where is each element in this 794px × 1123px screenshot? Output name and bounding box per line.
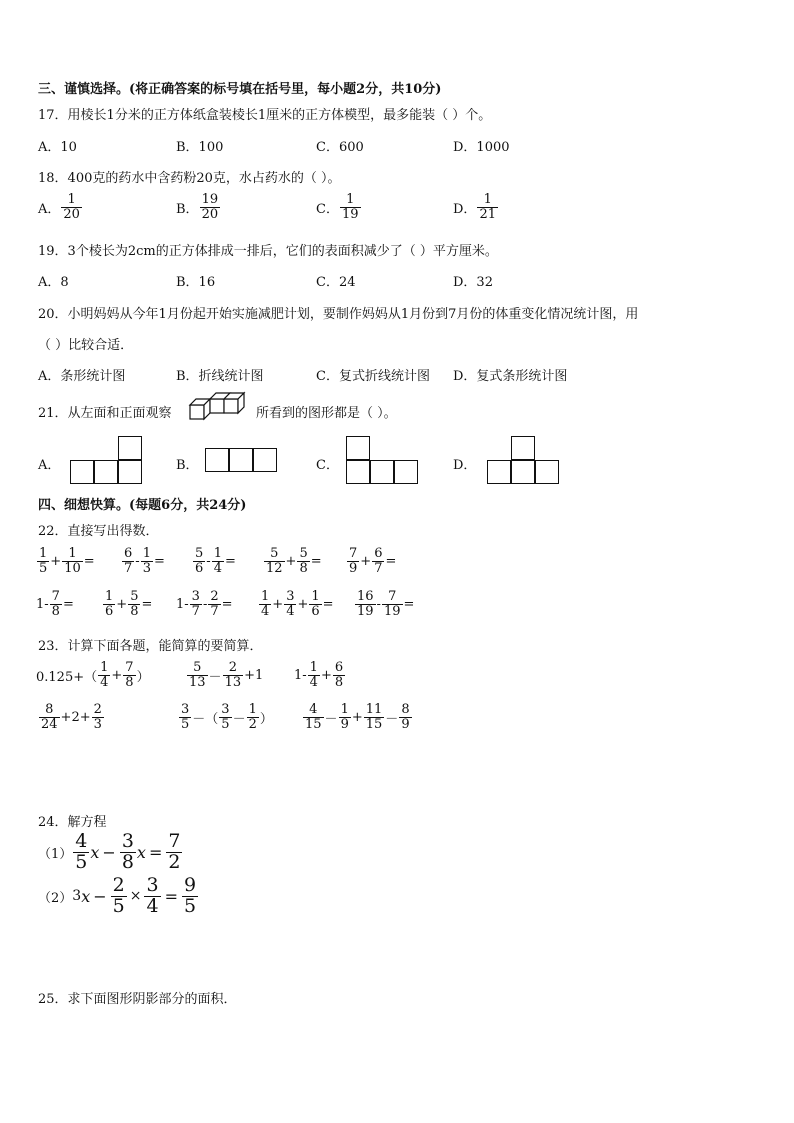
q21-stem-pre: 21．从左面和正面观察 — [38, 406, 172, 421]
square-cell — [535, 460, 559, 484]
q21-option-a-label: A． — [38, 458, 61, 473]
q19-option-d: D．32 — [453, 275, 493, 290]
q17-option-a: A．10 — [38, 140, 77, 155]
square-cell — [346, 436, 370, 460]
q23-r1-e3: 1- 1 4 + $\frac{6}{8}$ — [294, 660, 344, 690]
q21-stem-post: 所看到的图形都是（ ）。 — [256, 406, 397, 421]
section4-title: 四、细想快算。(每题6分，共24分) — [38, 498, 247, 513]
q22-r1-e2: 6 7 - $\frac{1}{3}$ = — [124, 546, 165, 576]
q22-r2-e1: 1- $\frac{7}{8}$ = — [36, 589, 74, 619]
q25-stem: 25．求下面图形阴影部分的面积． — [38, 992, 237, 1007]
q23-r2-e2: 3 5 －（ 3 5 － 1 2 ） — [181, 702, 273, 732]
q20-stem-line2: （ ）比较合适． — [38, 338, 134, 353]
fraction: 1 21 — [479, 192, 496, 222]
square-cell — [205, 448, 229, 472]
q21-option-b-label: B． — [176, 458, 199, 473]
q17-stem: 17．用棱长1分米的正方体纸盒装棱长1厘米的正方体模型，最多能装（ ）个。 — [38, 108, 492, 123]
section3-title: 三、谨慎选择。(将正确答案的标号填在括号里，每小题2分，共10分) — [38, 82, 442, 97]
q18-option-d: D． 1 21 — [453, 192, 496, 222]
q22-r2-e5: 16 19 - $\frac{7}{19}$ = — [357, 589, 415, 619]
square-cell — [346, 460, 370, 484]
q24-stem: 24．解方程 — [38, 815, 107, 830]
q18-option-b: B． 19 20 — [176, 192, 219, 222]
q20-option-c: C．复式折线统计图 — [316, 369, 430, 384]
q18-option-c: C． 1 19 — [316, 192, 359, 222]
q20-stem-line1: 20．小明妈妈从今年1月份起开始实施减肥计划，要制作妈妈从1月份到7月份的体重变化情况统计图，用 — [38, 307, 639, 322]
q22-r1-e5: 7 9 + $\frac{6}{7}$ = — [349, 546, 397, 576]
square-cell — [94, 460, 118, 484]
square-cell — [118, 460, 142, 484]
q19-option-b: B．16 — [176, 275, 216, 290]
q22-r1-e3: 5 6 - $\frac{1}{4}$ = — [195, 546, 236, 576]
q20-option-b: B．折线统计图 — [176, 369, 264, 384]
square-cell — [70, 460, 94, 484]
q17-option-c: C．600 — [316, 140, 364, 155]
square-cell — [487, 460, 511, 484]
q19-stem: 19．3个棱长为2cm的正方体排成一排后，它们的表面积减少了（ ）平方厘米。 — [38, 244, 498, 259]
fraction: 1 19 — [341, 192, 359, 222]
q23-r2-e3: 4 15 － 1 9 + $\frac{11}{15}$ － 8 9 — [305, 702, 410, 732]
q21-option-c-label: C． — [316, 458, 339, 473]
q19-option-c: C．24 — [316, 275, 356, 290]
square-cell — [511, 436, 535, 460]
square-cell — [511, 460, 535, 484]
cube-stack-figure — [188, 391, 250, 423]
fraction: 19 20 — [201, 192, 219, 222]
q24-equation-1: （1） 4 5 x − $\frac{3}{8}$ x = $\frac{7}{2}$ — [38, 830, 181, 873]
q17-option-d: D．1000 — [453, 140, 510, 155]
q23-stem: 23．计算下面各题，能简算的要简算． — [38, 639, 263, 654]
q22-r2-e2: 1 6 + $\frac{5}{8}$ = — [105, 589, 153, 619]
square-cell — [370, 460, 394, 484]
square-cell — [253, 448, 277, 472]
q23-r1-e2: 5 13 － 2 13 +1 — [189, 660, 264, 690]
q19-option-a: A．8 — [38, 275, 69, 290]
q23-r1-e1: 0.125+（ 1 4 + $\frac{7}{8}$ ） — [36, 660, 150, 690]
q24-equation-2: （2） 3 x − $\frac{2}{5}$ × $\frac{3}{4}$ = $\frac{9}{5}$ — [38, 874, 197, 917]
q17-option-b: B．100 — [176, 140, 224, 155]
q18-option-a: A． 1 20 — [38, 192, 80, 222]
q22-r1-e4: 5 12 + $\frac{5}{8}$ = — [266, 546, 322, 576]
square-cell — [118, 436, 142, 460]
q20-option-d: D．复式条形统计图 — [453, 369, 568, 384]
q21-option-d-label: D． — [453, 458, 477, 473]
square-cell — [229, 448, 253, 472]
square-cell — [394, 460, 418, 484]
q22-r2-e4: 1 4 + $\frac{3}{4}$ + $\frac{1}{6}$ = — [261, 589, 334, 619]
q18-stem: 18．400克的药水中含药粉20克，水占药水的（ ）。 — [38, 171, 341, 186]
fraction: 1 20 — [63, 192, 80, 222]
q22-stem: 22．直接写出得数． — [38, 524, 159, 539]
q23-r2-e1: 8 24 +2+ $\frac{2}{3}$ — [41, 702, 102, 732]
q22-r2-e3: 1- 3 7 - $\frac{2}{7}$ = — [176, 589, 233, 619]
q20-option-a: A．条形统计图 — [38, 369, 126, 384]
q22-r1-e1: 1 5 + $\frac{1}{10}$ = — [39, 546, 95, 576]
